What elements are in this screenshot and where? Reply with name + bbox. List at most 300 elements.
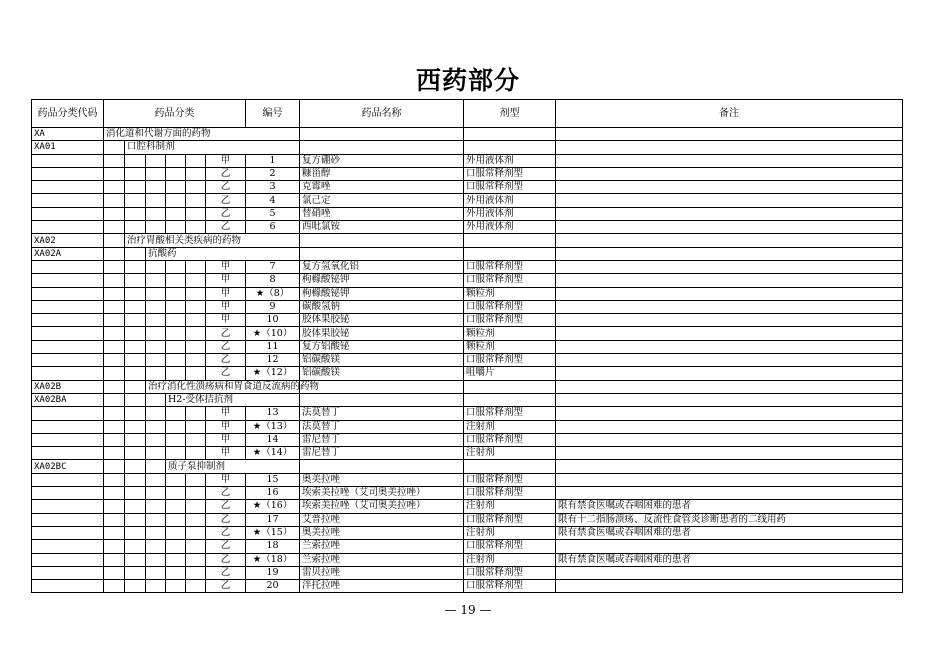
drug-row bbox=[32, 274, 903, 287]
indent-cell bbox=[186, 314, 206, 327]
drug-name-cell bbox=[300, 393, 464, 406]
drug-row bbox=[32, 194, 903, 207]
remarks-cell bbox=[556, 141, 903, 154]
code-cell bbox=[32, 566, 104, 579]
drug-row bbox=[32, 580, 903, 593]
indent-cell bbox=[125, 167, 146, 180]
indent-cell bbox=[125, 500, 146, 513]
indent-cell bbox=[146, 500, 166, 513]
form-cell: 注射剂 bbox=[464, 447, 556, 460]
code-cell bbox=[32, 207, 104, 220]
form-cell: 口服常释剂型 bbox=[464, 487, 556, 500]
remarks-cell bbox=[556, 420, 903, 433]
code-cell bbox=[32, 553, 104, 566]
indent-cell bbox=[166, 540, 186, 553]
drug-row bbox=[32, 287, 903, 300]
indent-cell bbox=[146, 354, 166, 367]
remarks-cell bbox=[556, 380, 903, 393]
indent-cell bbox=[186, 340, 206, 353]
form-cell bbox=[464, 128, 556, 141]
indent-cell bbox=[125, 393, 146, 406]
grade-cell: 乙 bbox=[206, 327, 246, 340]
remarks-cell bbox=[556, 300, 903, 313]
indent-cell bbox=[125, 194, 146, 207]
number-cell: 14 bbox=[246, 433, 300, 446]
code-cell bbox=[32, 260, 104, 273]
grade-cell: 乙 bbox=[206, 207, 246, 220]
indent-cell bbox=[166, 154, 186, 167]
drug-row bbox=[32, 513, 903, 526]
indent-cell bbox=[125, 367, 146, 380]
indent-cell bbox=[186, 154, 206, 167]
indent-cell bbox=[104, 260, 125, 273]
indent-cell bbox=[104, 167, 125, 180]
indent-cell bbox=[186, 260, 206, 273]
indent-cell bbox=[166, 513, 186, 526]
drug-name-cell: 胶体果胶铋 bbox=[300, 314, 464, 327]
drug-row bbox=[32, 260, 903, 273]
indent-cell bbox=[104, 181, 125, 194]
remarks-cell: 限有禁食医嘱或吞咽困难的患者 bbox=[556, 553, 903, 566]
indent-cell bbox=[104, 500, 125, 513]
indent-cell bbox=[166, 181, 186, 194]
drug-name-cell bbox=[300, 141, 464, 154]
drug-row bbox=[32, 566, 903, 579]
table-body bbox=[32, 128, 903, 593]
grade-cell: 甲 bbox=[206, 314, 246, 327]
indent-cell bbox=[104, 207, 125, 220]
drug-row bbox=[32, 207, 903, 220]
page-number: — 19 — bbox=[444, 603, 492, 617]
code-cell bbox=[32, 500, 104, 513]
number-cell: 16 bbox=[246, 487, 300, 500]
form-cell: 口服常释剂型 bbox=[464, 566, 556, 579]
indent-cell bbox=[166, 487, 186, 500]
drug-row bbox=[32, 553, 903, 566]
code-cell bbox=[32, 274, 104, 287]
drug-name-cell: 埃索美拉唑（艾司奥美拉唑） bbox=[300, 500, 464, 513]
indent-cell bbox=[104, 433, 125, 446]
indent-cell bbox=[166, 473, 186, 486]
grade-cell: 甲 bbox=[206, 420, 246, 433]
number-cell: ★（14） bbox=[246, 447, 300, 460]
indent-cell bbox=[166, 526, 186, 539]
indent-cell bbox=[104, 540, 125, 553]
indent-cell bbox=[186, 221, 206, 234]
drug-name-cell bbox=[300, 128, 464, 141]
code-cell bbox=[32, 407, 104, 420]
indent-cell bbox=[166, 340, 186, 353]
indent-cell bbox=[104, 380, 125, 393]
category-label: 抗酸药 bbox=[146, 247, 300, 260]
code-cell bbox=[32, 433, 104, 446]
indent-cell bbox=[186, 287, 206, 300]
number-cell: 20 bbox=[246, 580, 300, 593]
form-cell bbox=[464, 234, 556, 247]
indent-cell bbox=[125, 553, 146, 566]
drug-name-cell: 兰索拉唑 bbox=[300, 540, 464, 553]
code-cell bbox=[32, 580, 104, 593]
indent-cell bbox=[146, 154, 166, 167]
category-row bbox=[32, 128, 903, 141]
drug-row bbox=[32, 167, 903, 180]
category-code: XA02A bbox=[32, 247, 104, 260]
indent-cell bbox=[186, 167, 206, 180]
indent-cell bbox=[125, 580, 146, 593]
indent-cell bbox=[146, 167, 166, 180]
indent-cell bbox=[146, 393, 166, 406]
remarks-cell bbox=[556, 234, 903, 247]
drug-name-cell bbox=[300, 234, 464, 247]
drug-row bbox=[32, 327, 903, 340]
number-cell: ★（13） bbox=[246, 420, 300, 433]
indent-cell bbox=[166, 207, 186, 220]
indent-cell bbox=[166, 260, 186, 273]
indent-cell bbox=[104, 526, 125, 539]
indent-cell bbox=[104, 367, 125, 380]
indent-cell bbox=[146, 580, 166, 593]
indent-cell bbox=[146, 287, 166, 300]
form-cell bbox=[464, 460, 556, 473]
grade-cell: 乙 bbox=[206, 221, 246, 234]
remarks-cell bbox=[556, 314, 903, 327]
remarks-cell bbox=[556, 367, 903, 380]
indent-cell bbox=[166, 367, 186, 380]
indent-cell bbox=[125, 447, 146, 460]
form-cell: 注射剂 bbox=[464, 500, 556, 513]
drug-name-cell: 雷尼替丁 bbox=[300, 447, 464, 460]
indent-cell bbox=[186, 473, 206, 486]
form-cell: 注射剂 bbox=[464, 553, 556, 566]
indent-cell bbox=[186, 327, 206, 340]
indent-cell bbox=[186, 487, 206, 500]
indent-cell bbox=[166, 566, 186, 579]
category-row bbox=[32, 234, 903, 247]
form-cell: 口服常释剂型 bbox=[464, 300, 556, 313]
indent-cell bbox=[186, 540, 206, 553]
drug-row bbox=[32, 447, 903, 460]
grade-cell: 甲 bbox=[206, 154, 246, 167]
code-cell bbox=[32, 526, 104, 539]
remarks-cell bbox=[556, 487, 903, 500]
drug-row bbox=[32, 407, 903, 420]
indent-cell bbox=[146, 207, 166, 220]
grade-cell: 甲 bbox=[206, 274, 246, 287]
number-cell: 8 bbox=[246, 274, 300, 287]
drug-name-cell: 埃索美拉唑（艾司奥美拉唑） bbox=[300, 487, 464, 500]
indent-cell bbox=[166, 500, 186, 513]
indent-cell bbox=[146, 473, 166, 486]
indent-cell bbox=[104, 487, 125, 500]
drug-name-cell: 艾普拉唑 bbox=[300, 513, 464, 526]
form-cell: 口服常释剂型 bbox=[464, 181, 556, 194]
indent-cell bbox=[104, 447, 125, 460]
category-code: XA02BC bbox=[32, 460, 104, 473]
drug-name-cell: 碳酸氢钠 bbox=[300, 300, 464, 313]
remarks-cell bbox=[556, 433, 903, 446]
indent-cell bbox=[104, 141, 125, 154]
header-number: 编号 bbox=[246, 100, 300, 128]
category-row bbox=[32, 460, 903, 473]
drug-row bbox=[32, 420, 903, 433]
remarks-cell bbox=[556, 327, 903, 340]
number-cell: 4 bbox=[246, 194, 300, 207]
indent-cell bbox=[166, 433, 186, 446]
number-cell: 3 bbox=[246, 181, 300, 194]
drug-name-cell: 氯己定 bbox=[300, 194, 464, 207]
grade-cell: 乙 bbox=[206, 540, 246, 553]
remarks-cell bbox=[556, 460, 903, 473]
code-cell bbox=[32, 340, 104, 353]
grade-cell: 乙 bbox=[206, 566, 246, 579]
drug-row bbox=[32, 526, 903, 539]
grade-cell: 乙 bbox=[206, 487, 246, 500]
remarks-cell bbox=[556, 407, 903, 420]
grade-cell: 乙 bbox=[206, 354, 246, 367]
code-cell bbox=[32, 167, 104, 180]
indent-cell bbox=[146, 221, 166, 234]
code-cell bbox=[32, 354, 104, 367]
remarks-cell bbox=[556, 447, 903, 460]
header-code: 药品分类代码 bbox=[32, 100, 104, 128]
form-cell: 口服常释剂型 bbox=[464, 513, 556, 526]
indent-cell bbox=[104, 566, 125, 579]
drug-name-cell: 铝碳酸镁 bbox=[300, 367, 464, 380]
indent-cell bbox=[166, 274, 186, 287]
indent-cell bbox=[125, 513, 146, 526]
code-cell bbox=[32, 447, 104, 460]
indent-cell bbox=[104, 327, 125, 340]
indent-cell bbox=[146, 274, 166, 287]
remarks-cell bbox=[556, 473, 903, 486]
indent-cell bbox=[186, 274, 206, 287]
indent-cell bbox=[186, 566, 206, 579]
number-cell: ★（15） bbox=[246, 526, 300, 539]
category-label: 消化道和代谢方面的药物 bbox=[104, 128, 300, 141]
indent-cell bbox=[166, 327, 186, 340]
indent-cell bbox=[125, 420, 146, 433]
grade-cell: 乙 bbox=[206, 181, 246, 194]
category-label: 质子泵抑制剂 bbox=[166, 460, 300, 473]
indent-cell bbox=[186, 407, 206, 420]
indent-cell bbox=[166, 580, 186, 593]
drug-name-cell bbox=[300, 247, 464, 260]
indent-cell bbox=[125, 354, 146, 367]
form-cell: 注射剂 bbox=[464, 420, 556, 433]
category-label: H2-受体拮抗剂 bbox=[166, 393, 300, 406]
indent-cell bbox=[146, 447, 166, 460]
drug-name-cell: 铝碳酸镁 bbox=[300, 354, 464, 367]
drug-name-cell: 法莫替丁 bbox=[300, 407, 464, 420]
indent-cell bbox=[104, 354, 125, 367]
drug-row bbox=[32, 314, 903, 327]
number-cell: ★（10） bbox=[246, 327, 300, 340]
remarks-cell: 限有禁食医嘱或吞咽困难的患者 bbox=[556, 500, 903, 513]
indent-cell bbox=[146, 367, 166, 380]
number-cell: ★（18） bbox=[246, 553, 300, 566]
header-category: 药品分类 bbox=[104, 100, 246, 128]
form-cell: 口服常释剂型 bbox=[464, 540, 556, 553]
form-cell bbox=[464, 141, 556, 154]
form-cell bbox=[464, 247, 556, 260]
category-code: XA bbox=[32, 128, 104, 141]
indent-cell bbox=[146, 300, 166, 313]
drug-name-cell: 复方铝酸铋 bbox=[300, 340, 464, 353]
form-cell: 口服常释剂型 bbox=[464, 260, 556, 273]
table-header-row bbox=[32, 100, 903, 128]
drug-name-cell: 替硝唑 bbox=[300, 207, 464, 220]
form-cell: 注射剂 bbox=[464, 526, 556, 539]
remarks-cell bbox=[556, 580, 903, 593]
drug-name-cell: 雷贝拉唑 bbox=[300, 566, 464, 579]
indent-cell bbox=[125, 526, 146, 539]
drug-name-cell: 奥美拉唑 bbox=[300, 526, 464, 539]
indent-cell bbox=[186, 500, 206, 513]
indent-cell bbox=[146, 487, 166, 500]
form-cell: 外用液体剂 bbox=[464, 154, 556, 167]
drug-name-cell: 奥美拉唑 bbox=[300, 473, 464, 486]
indent-cell bbox=[146, 340, 166, 353]
indent-cell bbox=[125, 340, 146, 353]
drug-name-cell bbox=[300, 460, 464, 473]
indent-cell bbox=[125, 380, 146, 393]
indent-cell bbox=[186, 181, 206, 194]
header-name: 药品名称 bbox=[300, 100, 464, 128]
indent-cell bbox=[104, 287, 125, 300]
grade-cell: 乙 bbox=[206, 194, 246, 207]
grade-cell: 乙 bbox=[206, 553, 246, 566]
category-row bbox=[32, 141, 903, 154]
number-cell: 7 bbox=[246, 260, 300, 273]
remarks-cell bbox=[556, 540, 903, 553]
indent-cell bbox=[125, 487, 146, 500]
form-cell: 颗粒剂 bbox=[464, 340, 556, 353]
remarks-cell bbox=[556, 393, 903, 406]
drug-row bbox=[32, 354, 903, 367]
remarks-cell bbox=[556, 207, 903, 220]
code-cell bbox=[32, 194, 104, 207]
indent-cell bbox=[146, 553, 166, 566]
indent-cell bbox=[146, 314, 166, 327]
indent-cell bbox=[104, 473, 125, 486]
remarks-cell bbox=[556, 181, 903, 194]
remarks-cell bbox=[556, 274, 903, 287]
remarks-cell: 限有十二指肠溃疡、反流性食管炎诊断患者的二线用药 bbox=[556, 513, 903, 526]
indent-cell bbox=[166, 553, 186, 566]
indent-cell bbox=[146, 194, 166, 207]
form-cell: 口服常释剂型 bbox=[464, 167, 556, 180]
drug-row bbox=[32, 540, 903, 553]
form-cell: 口服常释剂型 bbox=[464, 274, 556, 287]
form-cell: 咀嚼片 bbox=[464, 367, 556, 380]
indent-cell bbox=[186, 194, 206, 207]
number-cell: 2 bbox=[246, 167, 300, 180]
number-cell: 9 bbox=[246, 300, 300, 313]
indent-cell bbox=[104, 460, 125, 473]
indent-cell bbox=[186, 580, 206, 593]
indent-cell bbox=[125, 433, 146, 446]
drug-name-cell: 枸橼酸铋钾 bbox=[300, 274, 464, 287]
code-cell bbox=[32, 300, 104, 313]
grade-cell: 乙 bbox=[206, 526, 246, 539]
number-cell: 10 bbox=[246, 314, 300, 327]
number-cell: 1 bbox=[246, 154, 300, 167]
number-cell: ★（12） bbox=[246, 367, 300, 380]
indent-cell bbox=[125, 287, 146, 300]
remarks-cell bbox=[556, 194, 903, 207]
drug-row bbox=[32, 154, 903, 167]
number-cell: 19 bbox=[246, 566, 300, 579]
indent-cell bbox=[104, 393, 125, 406]
indent-cell bbox=[166, 287, 186, 300]
grade-cell: 甲 bbox=[206, 300, 246, 313]
remarks-cell bbox=[556, 260, 903, 273]
drug-name-cell: 法莫替丁 bbox=[300, 420, 464, 433]
code-cell bbox=[32, 181, 104, 194]
category-code: XA01 bbox=[32, 141, 104, 154]
indent-cell bbox=[186, 526, 206, 539]
indent-cell bbox=[125, 314, 146, 327]
indent-cell bbox=[186, 513, 206, 526]
number-cell: 6 bbox=[246, 221, 300, 234]
drug-name-cell: 克霉唑 bbox=[300, 181, 464, 194]
indent-cell bbox=[104, 247, 125, 260]
remarks-cell bbox=[556, 247, 903, 260]
indent-cell bbox=[125, 260, 146, 273]
remarks-cell bbox=[556, 167, 903, 180]
drug-row bbox=[32, 433, 903, 446]
code-cell bbox=[32, 367, 104, 380]
category-row bbox=[32, 380, 903, 393]
drug-name-cell: 枸橼酸铋钾 bbox=[300, 287, 464, 300]
category-label: 治疗消化性溃疡病和胃食道反流病的药物 bbox=[146, 380, 300, 393]
indent-cell bbox=[104, 274, 125, 287]
number-cell: 5 bbox=[246, 207, 300, 220]
category-code: XA02BA bbox=[32, 393, 104, 406]
remarks-cell bbox=[556, 154, 903, 167]
indent-cell bbox=[104, 300, 125, 313]
indent-cell bbox=[146, 181, 166, 194]
indent-cell bbox=[186, 300, 206, 313]
indent-cell bbox=[146, 566, 166, 579]
header-remarks: 备注 bbox=[556, 100, 903, 128]
remarks-cell bbox=[556, 566, 903, 579]
indent-cell bbox=[146, 327, 166, 340]
grade-cell: 甲 bbox=[206, 407, 246, 420]
grade-cell: 甲 bbox=[206, 260, 246, 273]
indent-cell bbox=[125, 540, 146, 553]
indent-cell bbox=[104, 194, 125, 207]
drug-table bbox=[31, 99, 903, 593]
indent-cell bbox=[125, 566, 146, 579]
indent-cell bbox=[125, 221, 146, 234]
indent-cell bbox=[104, 513, 125, 526]
indent-cell bbox=[146, 420, 166, 433]
drug-name-cell: 糠甾醇 bbox=[300, 167, 464, 180]
drug-row bbox=[32, 487, 903, 500]
indent-cell bbox=[186, 207, 206, 220]
indent-cell bbox=[125, 300, 146, 313]
indent-cell bbox=[186, 354, 206, 367]
number-cell: 18 bbox=[246, 540, 300, 553]
grade-cell: 乙 bbox=[206, 167, 246, 180]
indent-cell bbox=[166, 447, 186, 460]
grade-cell: 乙 bbox=[206, 500, 246, 513]
drug-row bbox=[32, 181, 903, 194]
category-label: 治疗胃酸相关类疾病的药物 bbox=[125, 234, 300, 247]
indent-cell bbox=[125, 460, 146, 473]
indent-cell bbox=[104, 314, 125, 327]
